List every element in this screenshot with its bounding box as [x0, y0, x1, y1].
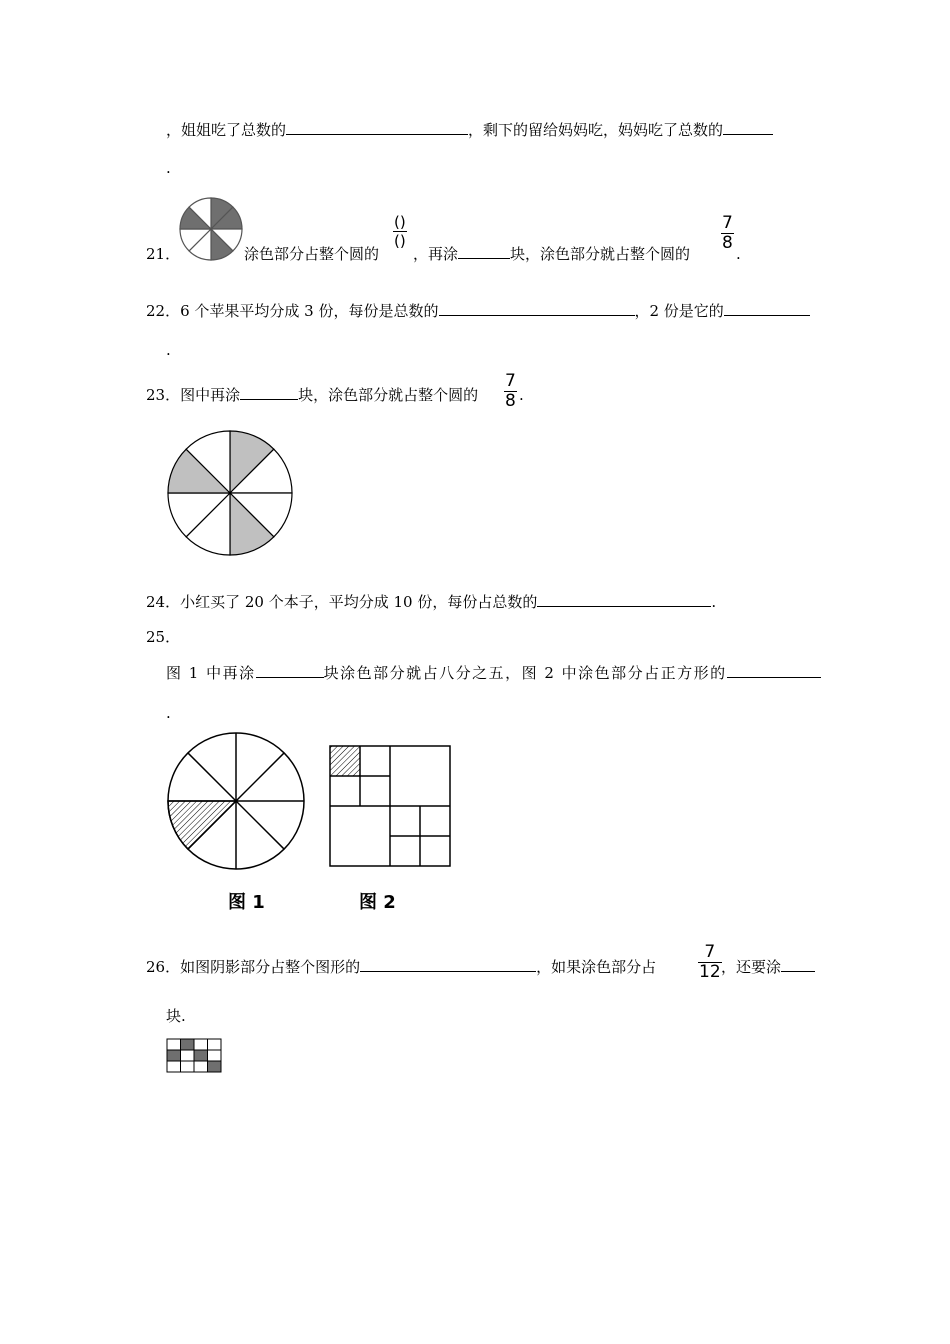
q25-number: 25． [146, 628, 181, 646]
q23-circle-figure [166, 429, 294, 557]
q23-line [146, 385, 478, 405]
q26-text-a: 如图阴影部分占整个图形的 [180, 958, 361, 976]
q26-text-b: ，如果涂色部分占 [536, 958, 657, 976]
q21-blank[interactable] [458, 244, 510, 259]
q26-number: 26． [146, 958, 181, 976]
q22-text-b: ，2 份是它的 [634, 302, 724, 320]
q22-number: 22． [146, 302, 181, 320]
q22-line2: . [166, 341, 171, 359]
q21-frac1-denominator: () [394, 232, 406, 250]
q20-line1 [166, 120, 773, 140]
q22-blank-2[interactable] [724, 301, 810, 316]
q21-frac2-denominator: 8 [722, 233, 733, 253]
q25-blank-1[interactable] [256, 663, 324, 678]
q25-text-a: 图 1 中再涂 [166, 664, 256, 682]
q24-text-a: 小红买了 20 个本子，平均分成 10 份，每份占总数的 [180, 593, 538, 611]
q25-figure2-square [328, 744, 452, 868]
q20-text-a: ，姐姐吃了总数的 [166, 121, 287, 139]
q21-frac2-numerator: 7 [722, 213, 733, 233]
q20-blank-1[interactable] [286, 120, 468, 135]
q23-frac-numerator: 7 [505, 371, 516, 391]
q23-end: . [519, 386, 524, 404]
q23-blank[interactable] [240, 385, 298, 400]
q22-text-a: 6 个苹果平均分成 3 份，每份是总数的 [180, 302, 439, 320]
q23-number: 23． [146, 386, 181, 404]
q25-caption-2: 图 2 [359, 892, 396, 913]
q24-line [146, 592, 716, 612]
q20-text-b: ，剩下的留给妈妈吃，妈妈吃了总数的 [468, 121, 724, 139]
q21-number: 21． [146, 245, 181, 263]
q26-line-tail [721, 957, 815, 977]
q23-text-a: 图中再涂 [180, 386, 241, 404]
q23-frac-denominator: 8 [505, 391, 516, 411]
q25-line2: . [166, 704, 171, 722]
q26-fraction [697, 943, 723, 982]
q26-text-c: ，还要涂 [721, 958, 782, 976]
q20-blank-2[interactable] [723, 120, 773, 135]
q26-frac-numerator: 7 [704, 942, 716, 962]
q21-circle-figure [178, 196, 244, 262]
q21-text-a: 涂色部分占整个圆的 [244, 245, 380, 263]
q21-fraction-2 [720, 214, 735, 253]
q26-blank-1[interactable] [360, 957, 536, 972]
q22-blank-1[interactable] [439, 301, 635, 316]
q23-fraction [503, 372, 518, 411]
q20-line2: . [166, 159, 171, 177]
q24-blank[interactable] [537, 592, 711, 607]
q26-grid-figure [166, 1038, 224, 1074]
q25-line1 [166, 663, 821, 683]
q23-text-b: 块，涂色部分就占整个圆的 [298, 386, 479, 404]
q25-figure1-circle [164, 729, 308, 873]
q21-fraction-1 [392, 213, 408, 250]
q24-end: . [711, 593, 717, 611]
q21-text-c: 块，涂色部分就占整个圆的 [510, 245, 691, 263]
q26-blank-2[interactable] [781, 957, 815, 972]
q25-blank-2[interactable] [727, 663, 821, 678]
q21-end: . [736, 245, 741, 263]
q26-line2: 块. [166, 1007, 186, 1025]
q25-text-b: 块涂色部分就占八分之五，图 2 中涂色部分占正方形的 [323, 664, 727, 682]
q21-frac1-numerator: () [394, 213, 406, 231]
q21-line [413, 244, 690, 264]
q22-line1 [146, 301, 810, 321]
q25-caption-1: 图 1 [228, 892, 265, 913]
q21-text-b: ，再涂 [413, 245, 459, 263]
q26-line [146, 957, 656, 977]
q26-frac-denominator: 12 [699, 962, 721, 982]
q24-number: 24． [146, 593, 181, 611]
